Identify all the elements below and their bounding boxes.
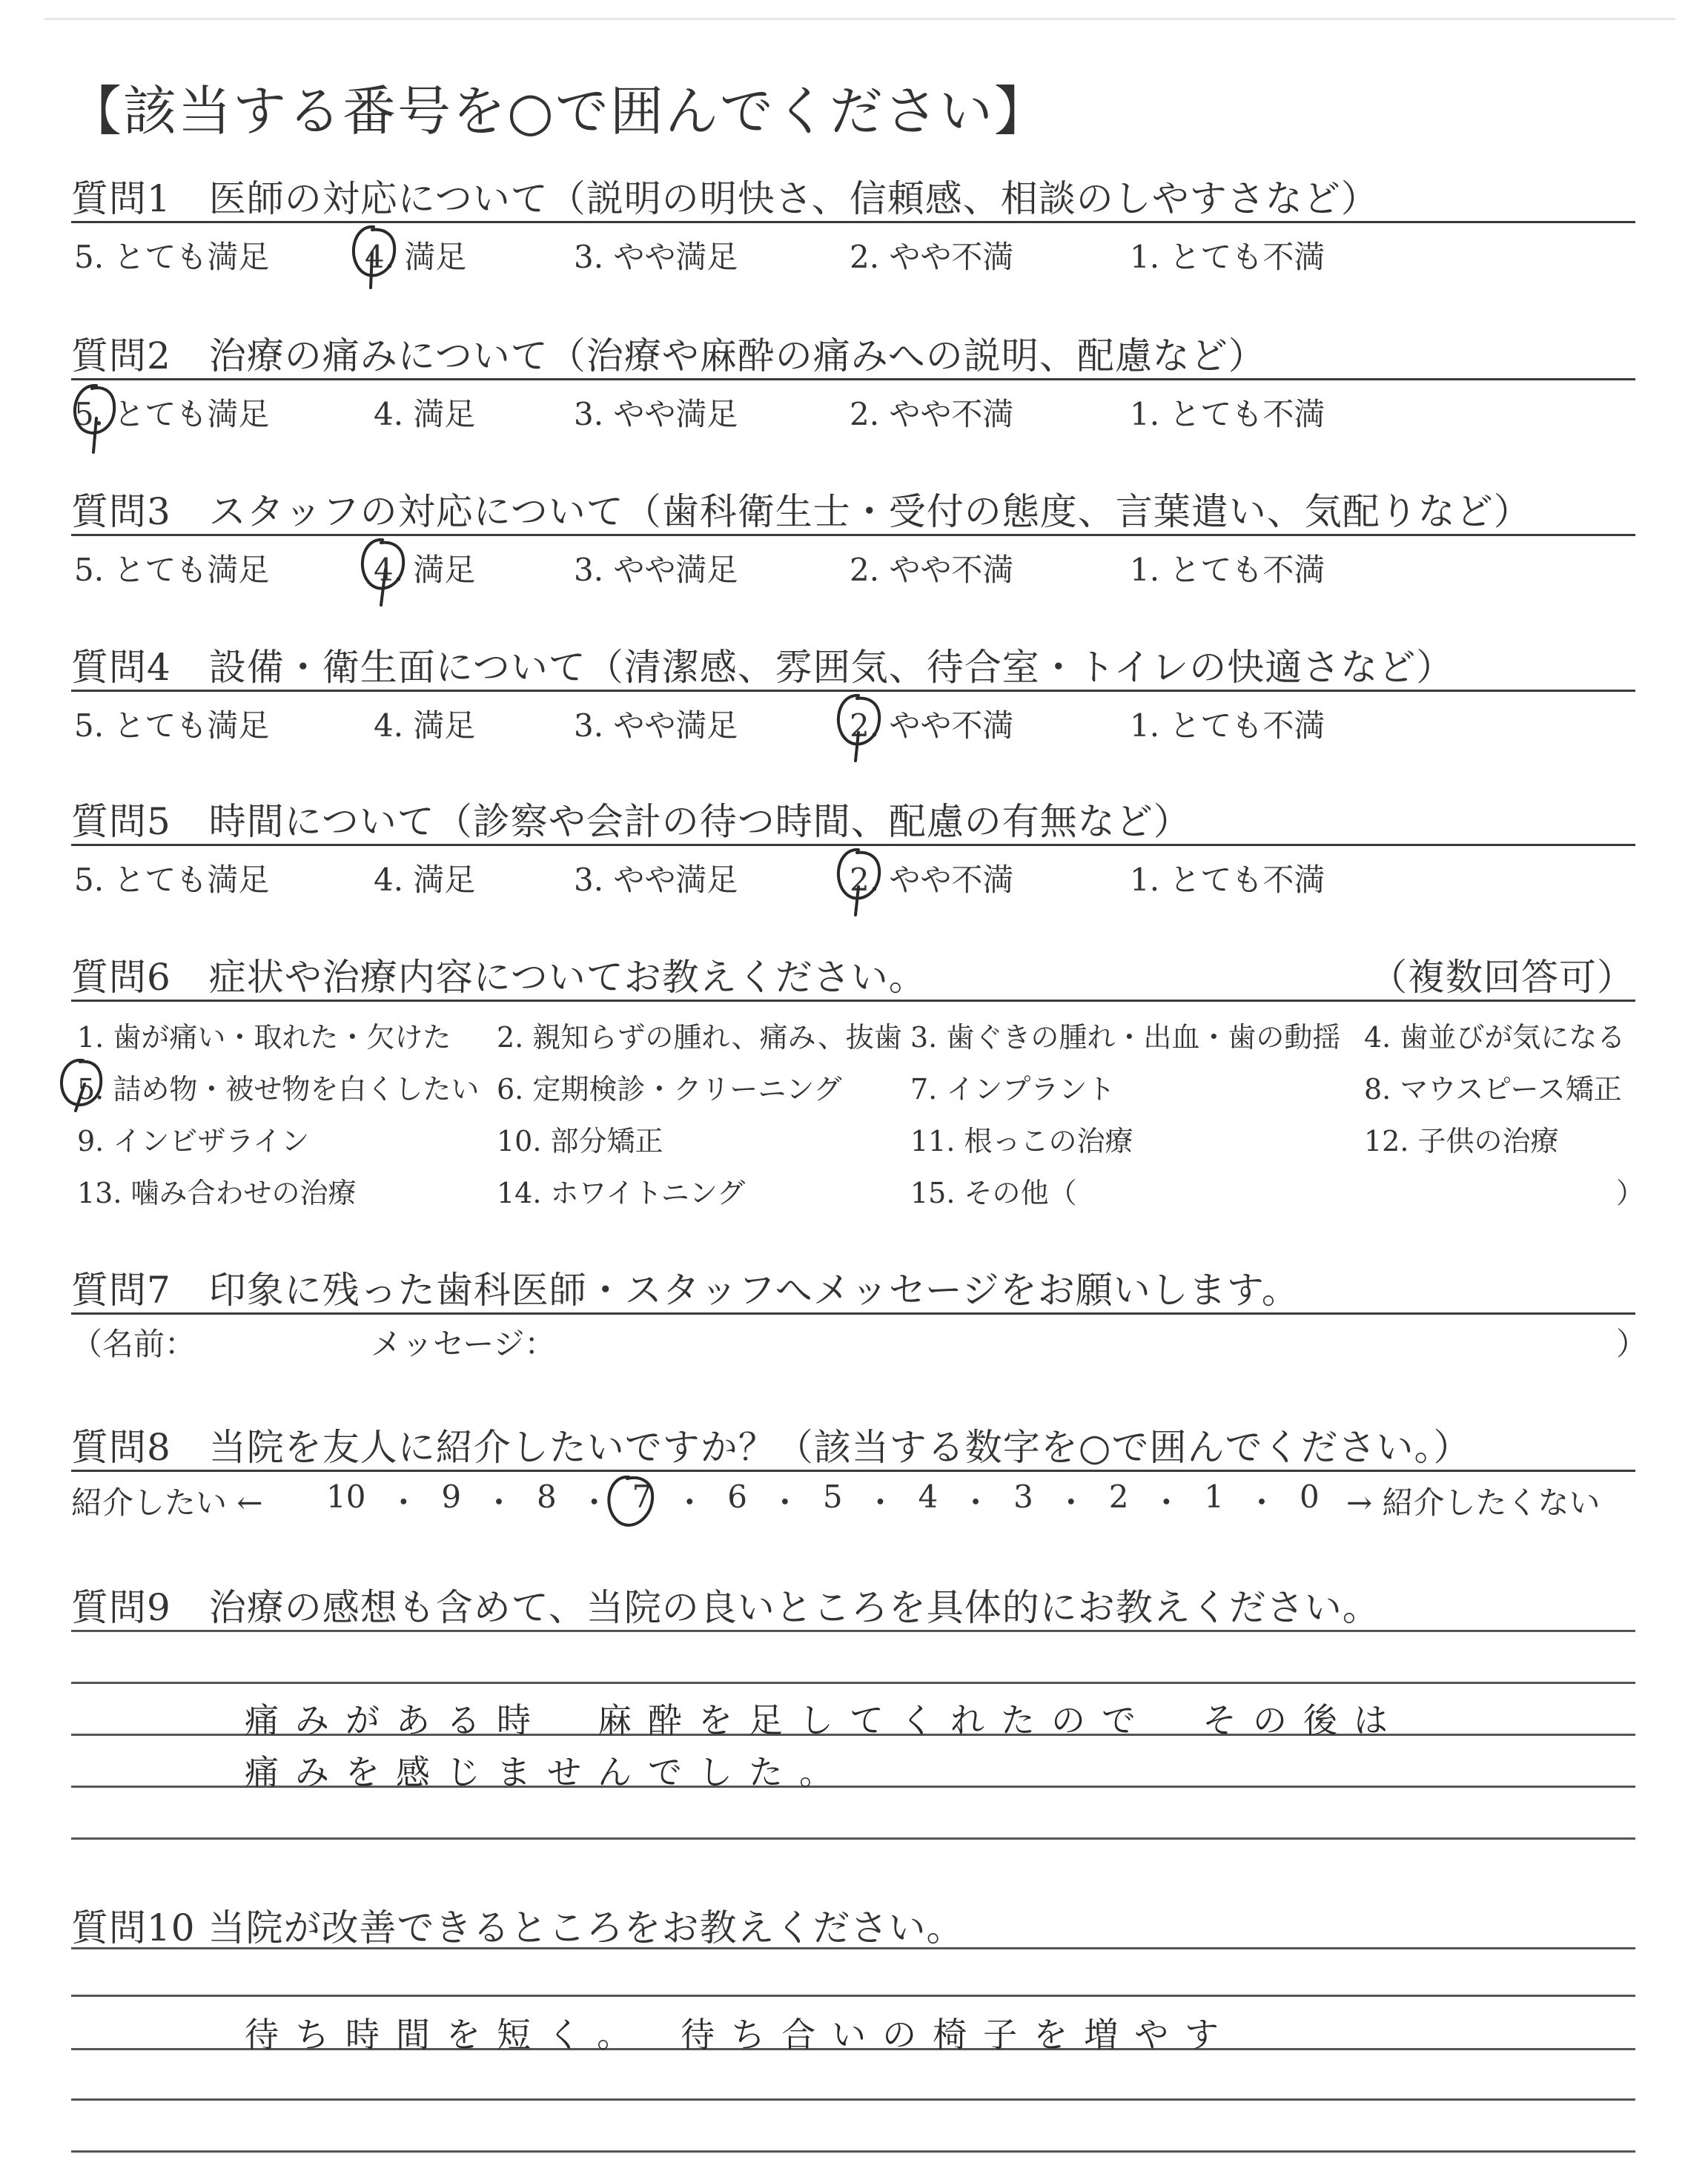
q6-option-2[interactable]: 2. 親知らずの腫れ、痛み、抜歯	[497, 1021, 902, 1054]
q6-option-8[interactable]: 8. マウスピース矯正	[1364, 1073, 1622, 1106]
q4-option-2[interactable]: 2. やや不満	[850, 707, 1014, 744]
question-2-rule	[71, 378, 1635, 380]
q8-dot: ・	[578, 1484, 610, 1521]
question-3-title: 質問3 スタッフの対応について（歯科衛生士・受付の態度、言葉遣い、気配りなど）	[71, 490, 1532, 533]
q9-handwritten-answer-line-1: 痛みがある時 麻酔を足してくれたので その後は	[245, 1700, 1404, 1740]
q6-option-12[interactable]: 12. 子供の治療	[1364, 1125, 1559, 1157]
q8-dot: ・	[864, 1484, 896, 1521]
q3-option-4[interactable]: 4. 満足	[374, 552, 476, 588]
q9-handwritten-answer-line-2: 痛みを感じませんでした。	[245, 1752, 850, 1792]
q6-option-3[interactable]: 3. 歯ぐきの腫れ・出血・歯の動揺	[910, 1021, 1341, 1054]
q8-score-9[interactable]: 9	[441, 1479, 462, 1515]
q3-option-3[interactable]: 3. やや満足	[574, 552, 738, 588]
q4-option-1[interactable]: 1. とても不満	[1130, 707, 1325, 744]
q6-selection-circle	[50, 1054, 110, 1129]
question-1-title: 質問1 医師の対応について（説明の明快さ、信頼感、相談のしやすさなど）	[71, 177, 1379, 220]
page-title: 【該当する番号を○で囲んでください】	[68, 80, 1049, 142]
question-7-rule	[71, 1312, 1635, 1315]
q8-score-6[interactable]: 6	[727, 1479, 747, 1515]
q9-answer-line	[71, 1630, 1635, 1632]
top-border	[44, 18, 1675, 20]
q5-option-5[interactable]: 5. とても満足	[74, 862, 270, 898]
q10-answer-line	[71, 1995, 1635, 1997]
q10-handwritten-answer-line-1: 待ち時間を短く。 待ち合いの椅子を増やす	[245, 2015, 1236, 2055]
q3-option-5[interactable]: 5. とても満足	[74, 552, 270, 588]
q6-option-14[interactable]: 14. ホワイトニング	[497, 1177, 746, 1209]
q8-dot: ・	[1246, 1484, 1278, 1521]
q8-score-8[interactable]: 8	[536, 1479, 557, 1515]
question-3-rule	[71, 534, 1635, 536]
q2-option-1[interactable]: 1. とても不満	[1130, 396, 1325, 432]
q5-option-3[interactable]: 3. やや満足	[574, 862, 738, 898]
question-5-title: 質問5 時間について（診察や会計の待つ時間、配慮の有無など）	[71, 800, 1191, 843]
question-8-title: 質問8 当院を友人に紹介したいですか？（該当する数字を○で囲んでください。）	[71, 1426, 1472, 1469]
q1-selection-circle	[342, 222, 402, 289]
q2-option-2[interactable]: 2. やや不満	[850, 396, 1014, 432]
q1-option-2[interactable]: 2. やや不満	[850, 239, 1014, 275]
question-4-title: 質問4 設備・衛生面について（清潔感、雰囲気、待合室・トイレの快適さなど）	[71, 646, 1454, 689]
q8-selection-circle	[599, 1471, 658, 1538]
q6-option-9[interactable]: 9. インビザライン	[77, 1125, 310, 1157]
q8-dot: ・	[1055, 1484, 1087, 1521]
question-10-title: 質問10 当院が改善できるところをお教えください。	[71, 1906, 964, 1949]
q8-dot: ・	[769, 1484, 801, 1521]
q3-selection-circle	[351, 535, 411, 610]
q8-scale	[326, 1479, 1320, 1523]
q6-option-11[interactable]: 11. 根っこの治療	[910, 1125, 1133, 1157]
q8-dot: ・	[483, 1484, 515, 1521]
q2-option-4[interactable]: 4. 満足	[374, 396, 476, 432]
q8-right-label: → 紹介したくない	[1346, 1484, 1601, 1521]
q8-dot: ・	[1151, 1484, 1182, 1521]
q1-option-3[interactable]: 3. やや満足	[574, 239, 738, 275]
question-6-note: （複数回答可）	[1370, 956, 1635, 999]
q5-option-1[interactable]: 1. とても不満	[1130, 862, 1325, 898]
q8-score-2[interactable]: 2	[1108, 1479, 1129, 1515]
question-7-title: 質問7 印象に残った歯科医師・スタッフへメッセージをお願いします。	[71, 1269, 1300, 1312]
q6-option-15[interactable]: 15. その他（	[910, 1177, 1077, 1209]
q8-dot: ・	[674, 1484, 706, 1521]
question-6-rule	[71, 1000, 1635, 1002]
q8-score-3[interactable]: 3	[1013, 1479, 1033, 1515]
q1-option-1[interactable]: 1. とても不満	[1130, 239, 1325, 275]
q6-option-13[interactable]: 13. 噛み合わせの治療	[77, 1177, 357, 1209]
q10-answer-line	[71, 2150, 1635, 2153]
q10-answer-line	[71, 1947, 1635, 1949]
q8-score-7[interactable]: 7	[632, 1479, 652, 1515]
q7-close-paren: ）	[1616, 1326, 1648, 1362]
q6-option-5[interactable]: 5. 詰め物・被せ物を白くしたい	[77, 1073, 480, 1106]
q8-score-1[interactable]: 1	[1204, 1479, 1225, 1515]
question-2-title: 質問2 治療の痛みについて（治療や麻酔の痛みへの説明、配慮など）	[71, 334, 1266, 377]
q6-other-close-paren: ）	[1616, 1177, 1645, 1209]
q2-selection-circle	[64, 381, 123, 455]
question-9-title: 質問9 治療の感想も含めて、当院の良いところを具体的にお教えください。	[71, 1586, 1380, 1629]
q4-option-5[interactable]: 5. とても満足	[74, 707, 270, 744]
q5-option-4[interactable]: 4. 満足	[374, 862, 476, 898]
q8-dot: ・	[388, 1484, 420, 1521]
q3-option-1[interactable]: 1. とても不満	[1130, 552, 1325, 588]
q9-answer-line	[71, 1837, 1635, 1840]
q3-option-2[interactable]: 2. やや不満	[850, 552, 1014, 588]
q5-selection-circle	[827, 845, 887, 919]
q8-score-4[interactable]: 4	[918, 1479, 939, 1515]
q8-dot: ・	[960, 1484, 992, 1521]
question-1-rule	[71, 221, 1635, 223]
q10-answer-line	[71, 2098, 1635, 2101]
q7-name-label: （名前：	[71, 1326, 196, 1362]
q7-message-label: メッセージ：	[371, 1326, 556, 1362]
q4-option-4[interactable]: 4. 満足	[374, 707, 476, 744]
q6-option-6[interactable]: 6. 定期検診・クリーニング	[497, 1073, 842, 1106]
q6-option-7[interactable]: 7. インプラント	[910, 1073, 1116, 1106]
q1-option-5[interactable]: 5. とても満足	[74, 239, 270, 275]
q2-option-5[interactable]: 5. とても満足	[74, 396, 270, 432]
q8-score-5[interactable]: 5	[822, 1479, 843, 1515]
question-8-rule	[71, 1470, 1635, 1472]
q4-selection-circle	[827, 691, 887, 765]
q5-option-2[interactable]: 2. やや不満	[850, 862, 1014, 898]
q8-left-label: 紹介したい ←	[71, 1484, 263, 1521]
q6-option-4[interactable]: 4. 歯並びが気になる	[1364, 1021, 1626, 1054]
q1-option-4[interactable]: 4. 満足	[365, 239, 467, 275]
q8-score-10[interactable]: 10	[326, 1479, 366, 1515]
q6-option-1[interactable]: 1. 歯が痛い・取れた・欠けた	[77, 1021, 451, 1054]
q4-option-3[interactable]: 3. やや満足	[574, 707, 738, 744]
q9-answer-line	[71, 1682, 1635, 1684]
q6-option-10[interactable]: 10. 部分矯正	[497, 1125, 663, 1157]
question-6-title: 質問6 症状や治療内容についてお教えください。	[71, 956, 927, 999]
q2-option-3[interactable]: 3. やや満足	[574, 396, 738, 432]
q8-score-0[interactable]: 0	[1299, 1479, 1320, 1515]
